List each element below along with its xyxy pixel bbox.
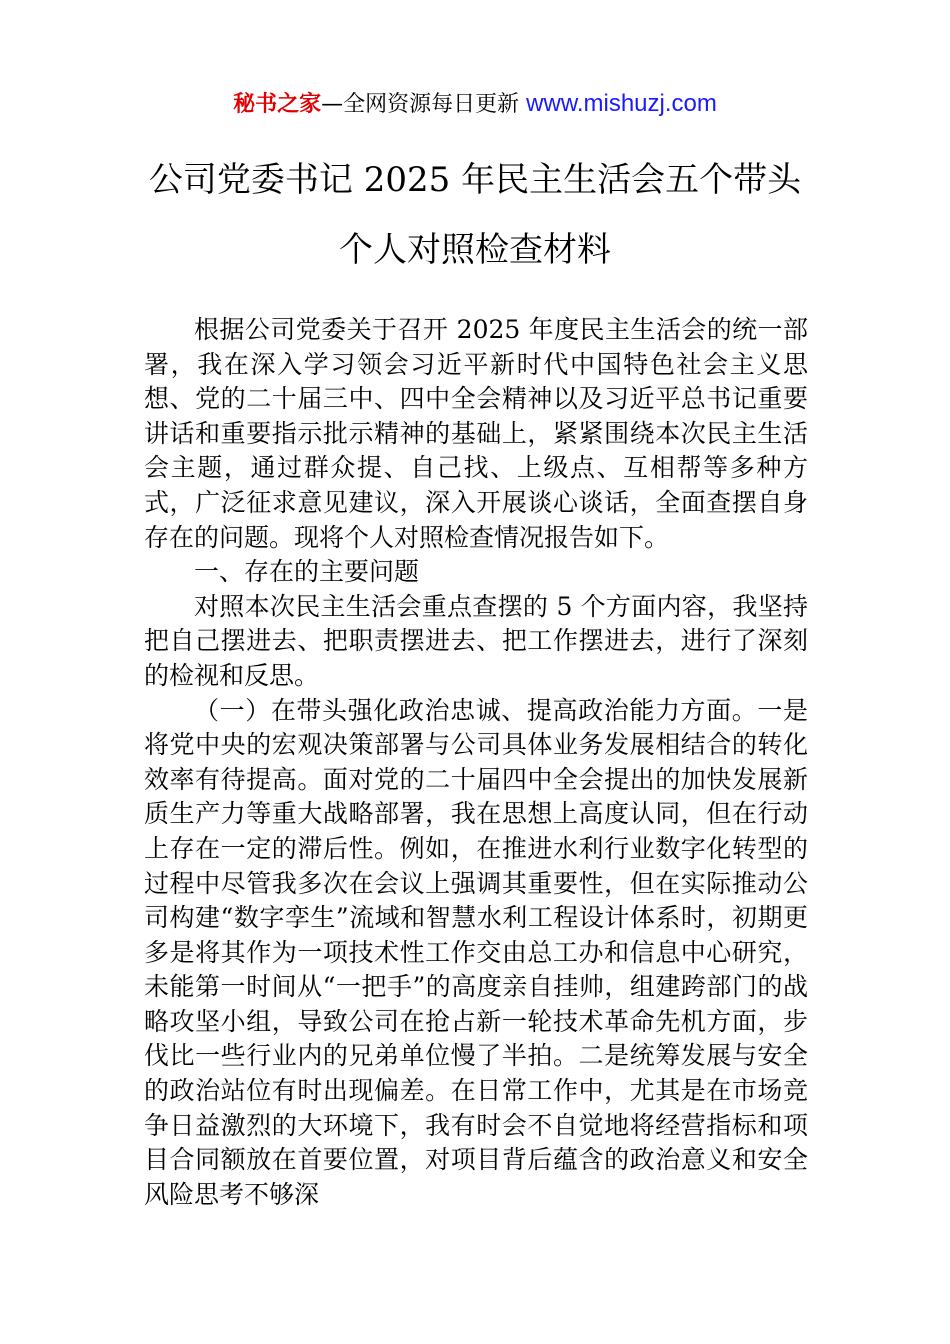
intro-paragraph: 根据公司党委关于召开 2025 年度民主生活会的统一部署，我在深入学习领会习近平新时代中国特色社会主义思想、党的二十届三中、四中全会精神以及习近平总书记重要讲话和重要指示批示精神的基础上，紧紧围绕本次民主生活会主题，通过群众提、自己找、上级点、互相帮等多种方式，广泛征求意见建议，深入开展谈心谈话，全面查摆自身存在的问题。现将个人对照检查情况报告如下。 [144,315,808,552]
site-tagline: —全网资源每日更新 [321,92,527,117]
section-1-intro-paragraph: 对照本次民主生活会重点查摆的 5 个方面内容，我坚持把自己摆进去、把职责摆进去、把工作摆进去，进行了深刻的检视和反思。 [144,591,808,690]
document-body [144,313,808,1212]
section-heading-1: 一、存在的主要问题 [194,557,420,587]
site-name: 秘书之家 [233,92,322,117]
document-title-line-1: 公司党委书记 2025 年民主生活会五个带头 [148,160,802,200]
site-url-link[interactable]: www.mishuzj.com [526,90,717,117]
site-header [0,88,950,121]
subsection-1-paragraph: （一）在带头强化政治忠诚、提高政治能力方面。一是将党中央的宏观决策部署与公司具体业务发展相结合的转化效率有待提高。面对党的二十届四中全会提出的加快发展新质生产力等重大战略部署，我在思想上高度认同，但在行动上存在一定的滞后性。例如，在推进水利行业数字化转型的过程中尽管我多次在会议上强调其重要性，但在实际推动公司构建“数字孪生”流域和智慧水利工程设计体系时，初期更多是将其作为一项技术性工作交由总工办和信息中心研究，未能第一时间从“一把手”的高度亲自挂帅，组建跨部门的战略攻坚小组，导致公司在抢占新一轮技术革命先机方面，步伐比一些行业内的兄弟单位慢了半拍。二是统筹发展与安全的政治站位有时出现偏差。在日常工作中，尤其是在市场竞争日益激烈的大环境下，我有时会不自觉地将经营指标和项目合同额放在首要位置，对项目背后蕴含的政治意义和安全风险思考不够深 [144,695,808,1209]
document-title-line-2: 个人对照检查材料 [339,230,611,270]
